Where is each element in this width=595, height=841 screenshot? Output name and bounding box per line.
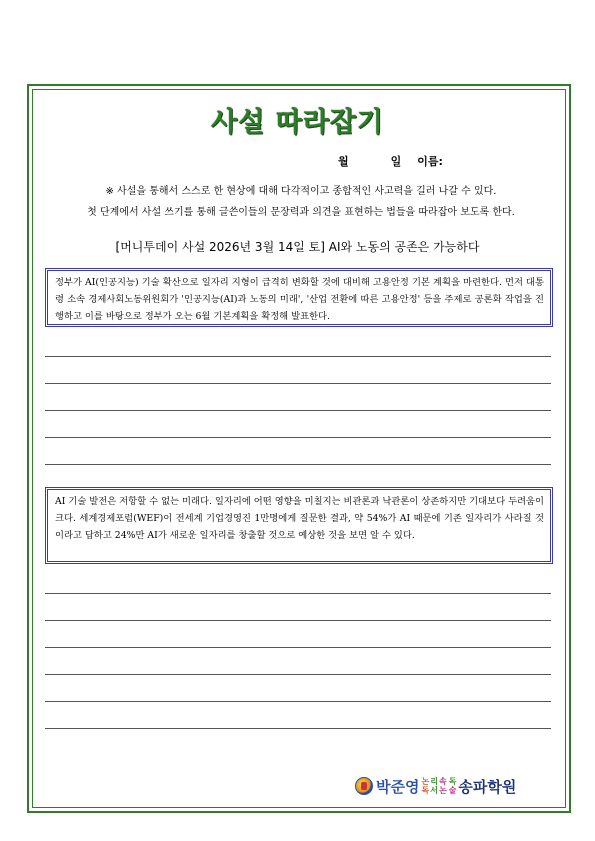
intro-line-2: 첫 단계에서 사설 쓰기를 통해 글쓴이들의 문장력과 의견을 표현하는 법들을 따라잡아 보도록 한다. [87,207,515,218]
editorial-passage-1: 정부가 AI(인공지능) 기술 확산으로 일자리 지형이 급격히 변화할 것에 대비해 고용안정 기본 계획을 마련한다. 먼저 대통령 소속 경제사회노동위원회가 '인공지능(AI)과 노동의 미래', '산업 전환에 따른 고용안정' 등을 주제로 공론화 작업을 진행하고 이를 바탕으로 정부가 오는 6월 기본계획을 확정해 발표한다. [45,268,553,327]
brand-stacked-text: 논 리 속 독 서 논 [421,777,447,795]
writing-line [45,593,551,594]
date-name-line [338,153,443,169]
editorial-passage-2: AI 기술 발전은 저항할 수 없는 미래다. 일자리에 어떤 영향을 미칠지는 비관론과 낙관론이 상존하지만 기대보다 두려움이 크다. 세계경제포럼(WEF)이 전세계 기업경영진 1만명에게 질문한 결과, 약 54%가 AI 때문에 기존 일자리가 사라질 것이라고 답하고 24%만 AI가 새로운 일자리를 창출할 것으로 예상한 것을 보면 알 수 있다. [45,487,553,564]
writing-line [45,728,551,729]
writing-line [45,647,551,648]
writing-line [45,701,551,702]
writing-line [45,410,551,411]
month-label: 월 [338,155,349,168]
day-label: 일 [390,155,402,168]
page-title: 사설 따라잡기 [211,107,384,138]
writing-line [45,383,551,384]
writing-line [45,356,551,357]
writing-line [45,464,551,465]
campus-name: 송파학원 [458,777,517,796]
writing-line [45,437,551,438]
academy-logo-footer [355,774,516,798]
editorial-source-heading: [머니투데이 사설 2026년 3월 14일 토] AI와 노동의 공존은 가능하다 [115,240,480,254]
writing-line [45,620,551,621]
writing-line [45,674,551,675]
academy-emblem-icon [355,777,373,795]
name-label: 이름: [417,155,443,168]
brand-stacked-text-extra: 독 술 [448,777,457,795]
brand-name: 박준영 [376,777,420,796]
intro-line-1: ※ 사설을 통해서 스스로 한 현상에 대해 다각적이고 종합적인 사고력을 길러 나갈 수 있다. [105,186,497,197]
